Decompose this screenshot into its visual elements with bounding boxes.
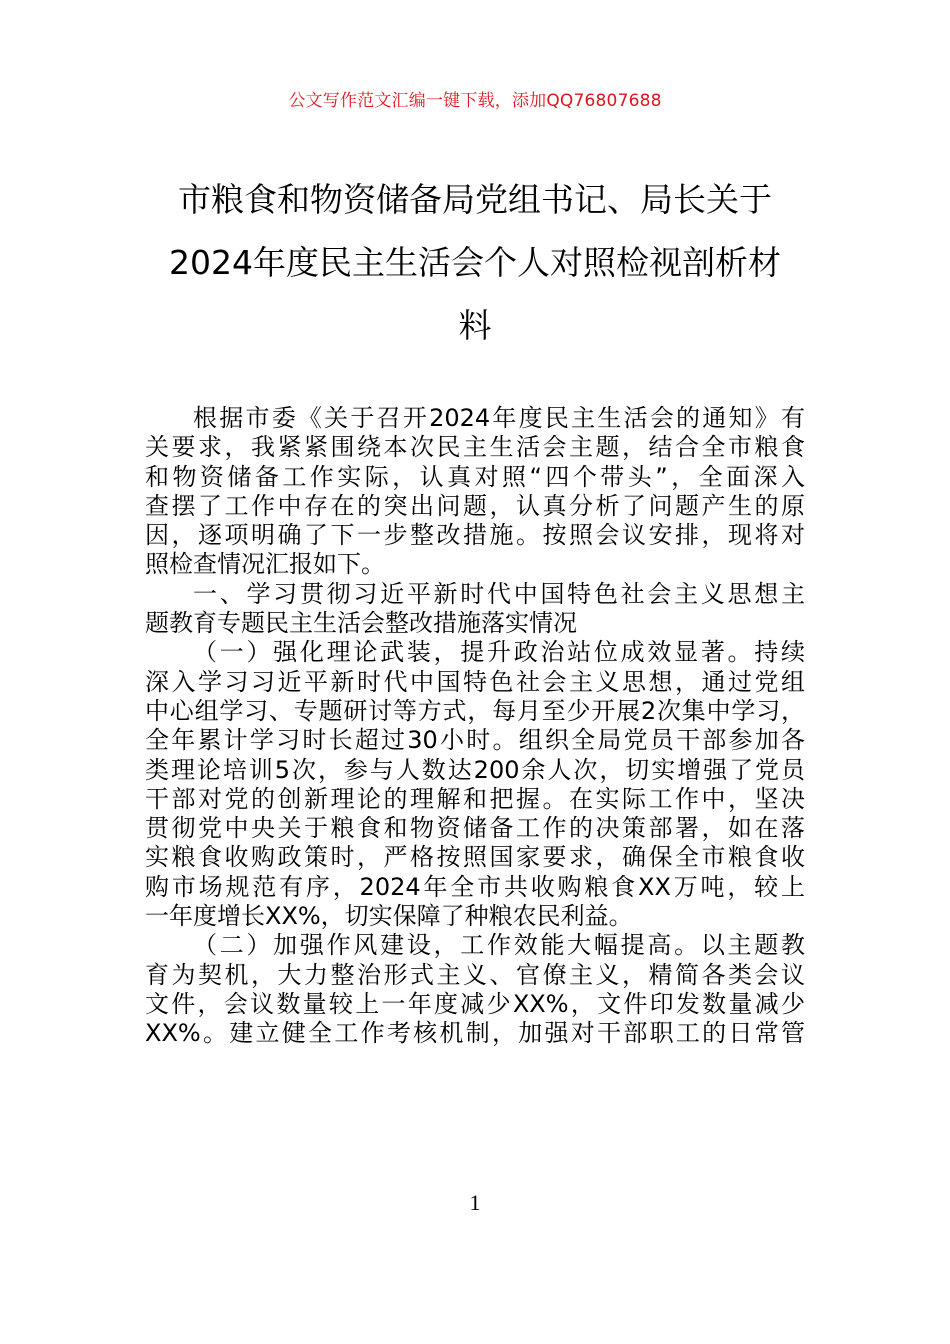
body-line: 关要求，我紧紧围绕本次民主生活会主题，结合全市粮食 xyxy=(145,433,805,462)
body-line: 贯彻党中央关于粮食和物资储备工作的决策部署，如在落 xyxy=(145,814,805,843)
document-body xyxy=(145,404,805,1049)
body-line: 干部对党的创新理论的理解和把握。在实际工作中，坚决 xyxy=(145,784,805,813)
body-line: 因，逐项明确了下一步整改措施。按照会议安排，现将对 xyxy=(145,521,805,550)
page-number: 1 xyxy=(469,1190,481,1215)
body-line: 查摆了工作中存在的突出问题，认真分析了问题产生的原 xyxy=(145,491,805,520)
body-line: 和物资储备工作实际，认真对照“四个带头”，全面深入 xyxy=(145,462,805,491)
body-line: 育为契机，大力整治形式主义、官僚主义，精简各类会议 xyxy=(145,960,805,989)
title-line-1: 市粮食和物资储备局党组书记、局长关于 xyxy=(178,180,772,219)
body-line: 中心组学习、专题研讨等方式，每月至少开展2次集中学习， xyxy=(145,696,805,725)
body-line: （二）加强作风建设，工作效能大幅提高。以主题教 xyxy=(193,931,805,960)
body-line: 深入学习习近平新时代中国特色社会主义思想，通过党组 xyxy=(145,667,805,696)
body-line: 根据市委《关于召开2024年度民主生活会的通知》有 xyxy=(193,404,805,432)
body-line: 一年度增长XX%，切实保障了种粮农民利益。 xyxy=(145,902,633,931)
body-line: 类理论培训5次，参与人数达200余人次，切实增强了党员 xyxy=(145,755,805,784)
body-line: 实粮食收购政策时，严格按照国家要求，确保全市粮食收 xyxy=(145,843,805,872)
body-line: 文件，会议数量较上一年度减少XX%，文件印发数量减少 xyxy=(145,989,805,1018)
body-line: 全年累计学习时长超过30小时。组织全局党员干部参加各 xyxy=(145,726,805,755)
title-line-2: 2024年度民主生活会个人对照检视剖析材 xyxy=(169,243,781,282)
document-title xyxy=(145,168,805,357)
title-line-3: 料 xyxy=(458,306,492,345)
body-line: 题教育专题民主生活会整改措施落实情况 xyxy=(145,609,577,638)
body-line: 购市场规范有序，2024年全市共收购粮食XX万吨，较上 xyxy=(145,872,805,901)
body-line: 一、学习贯彻习近平新时代中国特色社会主义思想主 xyxy=(193,579,805,608)
body-line: （一）强化理论武装，提升政治站位成效显著。持续 xyxy=(193,638,805,667)
body-line: XX%。建立健全工作考核机制，加强对干部职工的日常管 xyxy=(145,1019,805,1048)
body-line: 照检查情况汇报如下。 xyxy=(145,550,385,579)
watermark-header: 公文写作范文汇编一键下载，添加QQ76807688 xyxy=(288,91,662,111)
